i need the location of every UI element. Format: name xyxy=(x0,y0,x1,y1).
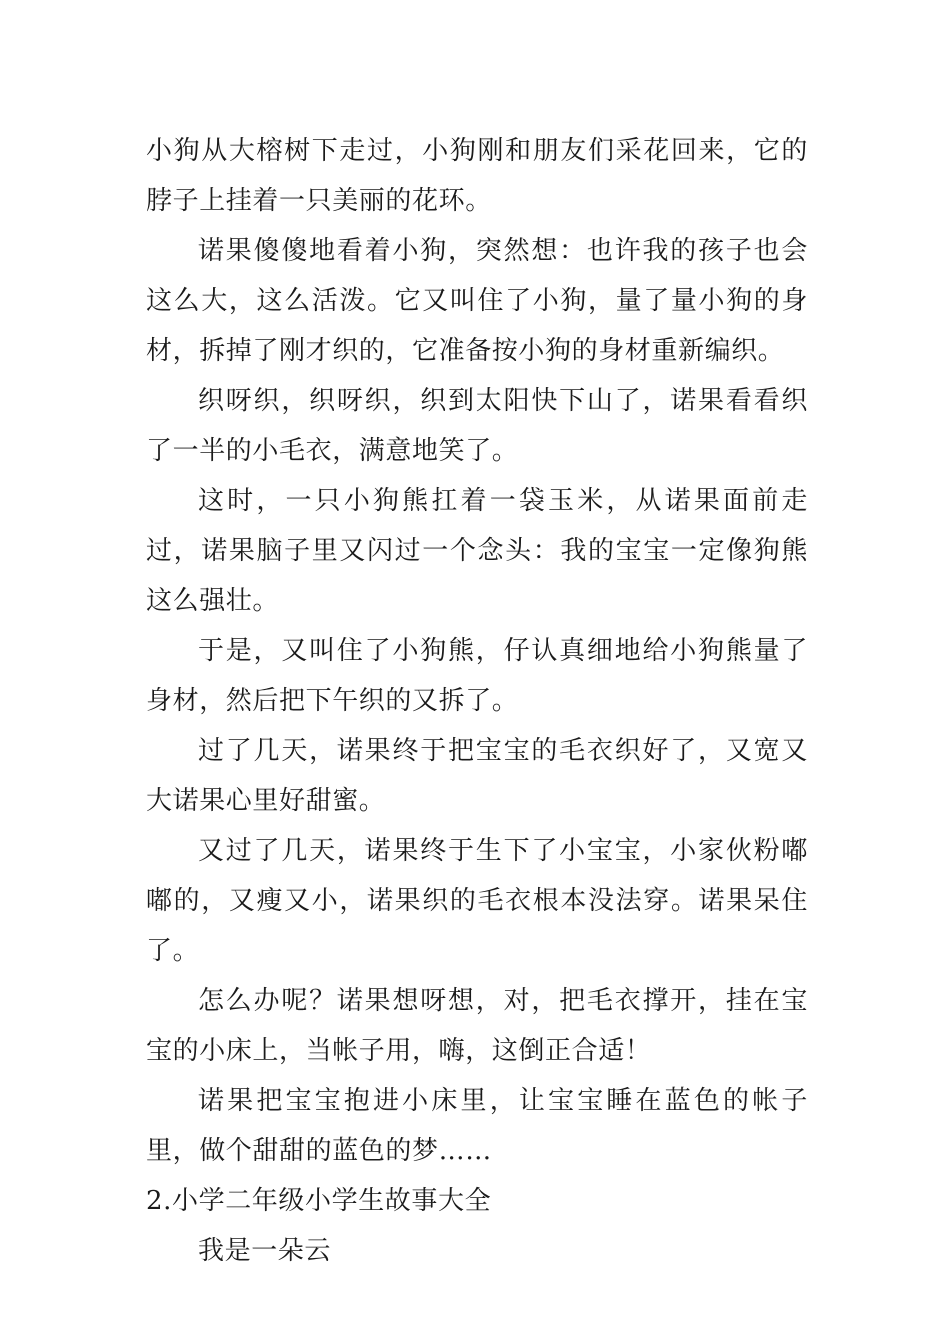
paragraph-3: 织呀织，织呀织，织到太阳快下山了，诺果看看织了一半的小毛衣，满意地笑了。 xyxy=(146,386,808,466)
section-heading: 2.小学二年级小学生故事大全 xyxy=(146,1186,492,1216)
paragraph-5: 于是，又叫住了小狗熊，仔认真细地给小狗熊量了身材，然后把下午织的又拆了。 xyxy=(146,636,808,716)
paragraph-9: 诺果把宝宝抱进小床里，让宝宝睡在蓝色的帐子里，做个甜甜的蓝色的梦…… xyxy=(146,1086,808,1166)
story-title: 我是一朵云 xyxy=(198,1236,332,1266)
paragraph-4: 这时，一只小狗熊扛着一袋玉米，从诺果面前走过，诺果脑子里又闪过一个念头：我的宝宝一定像狗熊这么强壮。 xyxy=(146,486,808,616)
paragraph-7: 又过了几天，诺果终于生下了小宝宝，小家伙粉嘟嘟的，又瘦又小，诺果织的毛衣根本没法穿。诺果呆住了。 xyxy=(146,836,808,966)
paragraph-8: 怎么办呢？诺果想呀想，对，把毛衣撑开，挂在宝宝的小床上，当帐子用，嗨，这倒正合适！ xyxy=(146,986,808,1066)
paragraph-2: 诺果傻傻地看着小狗，突然想：也许我的孩子也会这么大，这么活泼。它又叫住了小狗，量了量小狗的身材，拆掉了刚才织的，它准备按小狗的身材重新编织。 xyxy=(146,236,808,366)
paragraph-1: 小狗从大榕树下走过，小狗刚和朋友们采花回来，它的脖子上挂着一只美丽的花环。 xyxy=(146,136,808,216)
document-page xyxy=(146,126,808,1276)
paragraph-6: 过了几天，诺果终于把宝宝的毛衣织好了，又宽又大诺果心里好甜蜜。 xyxy=(146,736,808,816)
